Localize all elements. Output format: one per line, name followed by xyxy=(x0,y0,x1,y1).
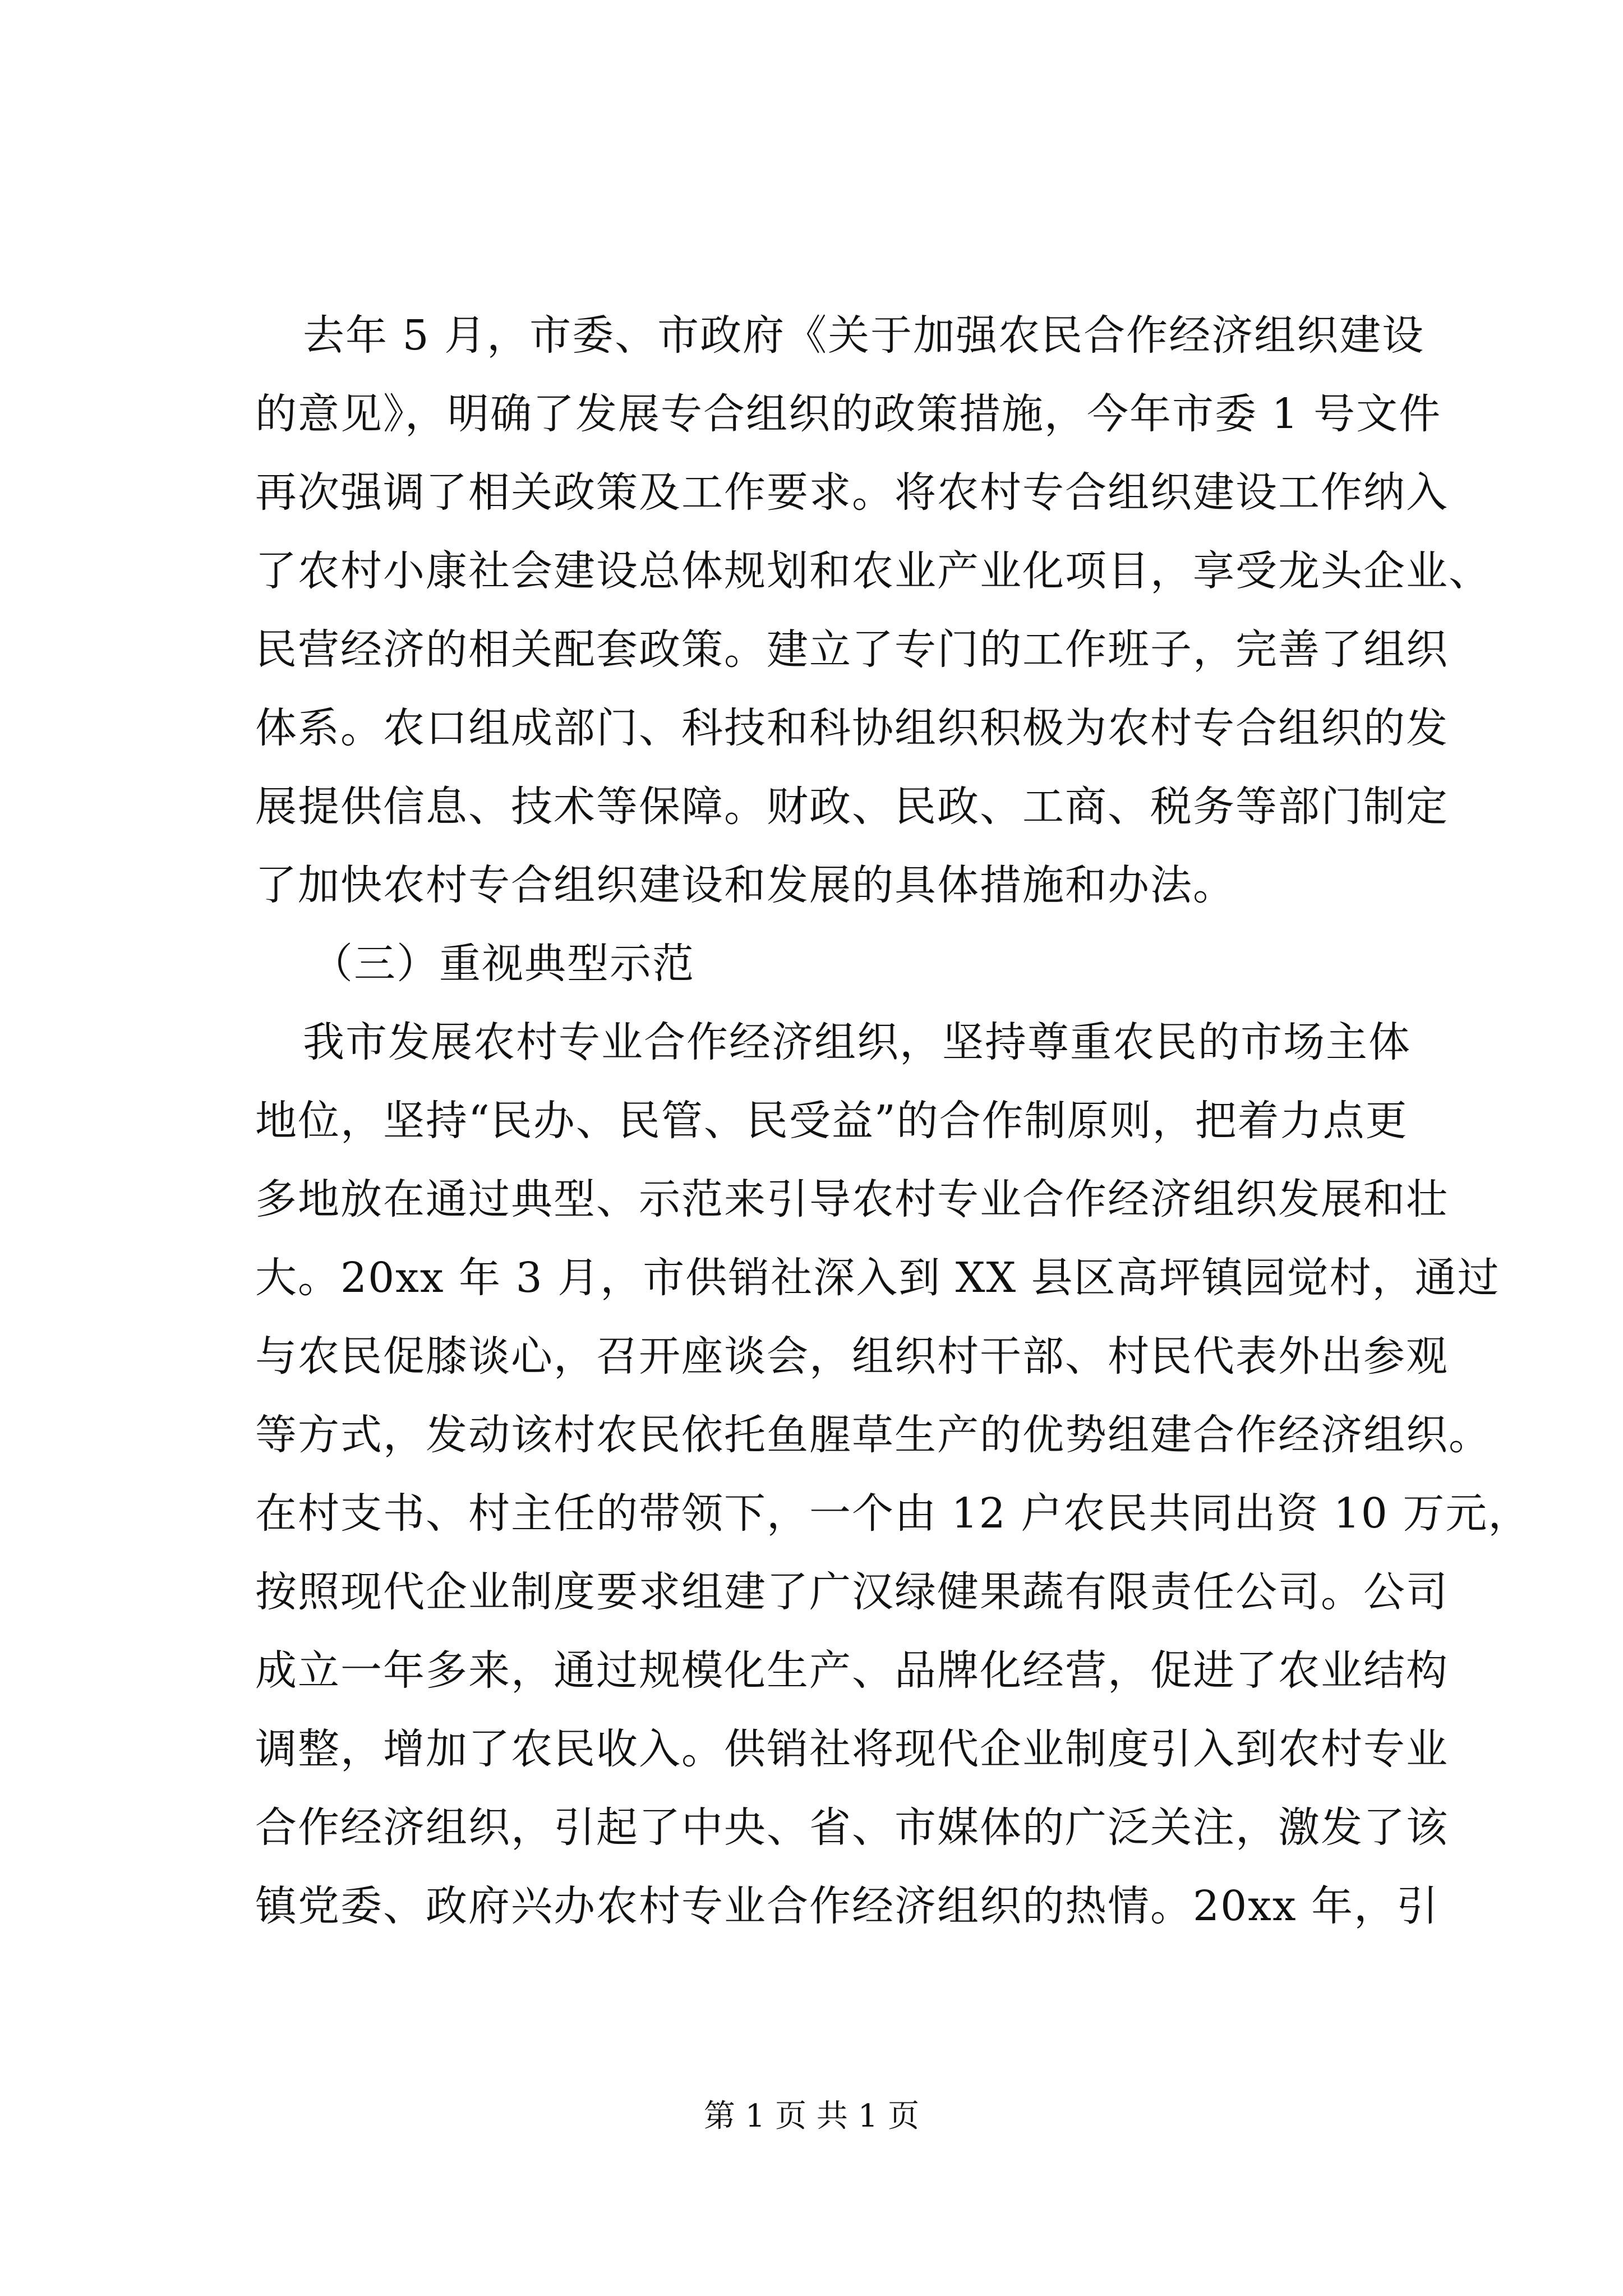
paragraph-2-line-4: 大。20xx 年 3 月，市供销社深入到 XX 县区高坪镇园觉村，通过 xyxy=(255,1254,1500,1302)
paragraph-1-line-7: 展提供信息、技术等保障。财政、民政、工商、税务等部门制定 xyxy=(255,783,1449,831)
paragraph-1-line-1: 去年 5 月，市委、市政府《关于加强农民合作经济组织建设 xyxy=(303,311,1425,360)
paragraph-1-line-3: 再次强调了相关政策及工作要求。将农村专合组织建设工作纳入 xyxy=(255,468,1449,517)
paragraph-1-line-8: 了加快农村专合组织建设和发展的具体措施和办法。 xyxy=(255,861,1235,909)
paragraph-2-line-9: 成立一年多来，通过规模化生产、品牌化经营，促进了农业结构 xyxy=(255,1646,1449,1695)
paragraph-2-line-6: 等方式，发动该村农民依托鱼腥草生产的优势组建合作经济组织。 xyxy=(255,1411,1491,1459)
page-number-footer: 第 1 页 共 1 页 xyxy=(703,2098,920,2134)
paragraph-2-line-12: 镇党委、政府兴办农村专业合作经济组织的热情。20xx 年，引 xyxy=(255,1882,1440,1930)
paragraph-2-line-3: 多地放在通过典型、示范来引导农村专业合作经济组织发展和壮 xyxy=(255,1175,1449,1223)
section-heading: （三）重视典型示范 xyxy=(311,940,695,988)
paragraph-1-line-6: 体系。农口组成部门、科技和科协组织积极为农村专合组织的发 xyxy=(255,704,1449,752)
paragraph-1-line-5: 民营经济的相关配套政策。建立了专门的工作班子，完善了组织 xyxy=(255,625,1449,674)
paragraph-2-line-5: 与农民促膝谈心，召开座谈会，组织村干部、村民代表外出参观 xyxy=(255,1332,1449,1381)
paragraph-2-line-8: 按照现代企业制度要求组建了广汉绿健果蔬有限责任公司。公司 xyxy=(255,1568,1449,1616)
paragraph-2-line-7: 在村支书、村主任的带领下，一个由 12 户农民共同出资 10 万元， xyxy=(255,1489,1531,1538)
paragraph-2-line-1: 我市发展农村专业合作经济组织，坚持尊重农民的市场主体 xyxy=(303,1018,1411,1066)
paragraph-2-line-10: 调整，增加了农民收入。供销社将现代企业制度引入到农村专业 xyxy=(255,1725,1449,1773)
paragraph-1-line-2: 的意见》，明确了发展专合组织的政策措施，今年市委 1 号文件 xyxy=(255,390,1442,438)
paragraph-1-line-4: 了农村小康社会建设总体规划和农业产业化项目，享受龙头企业、 xyxy=(255,547,1491,595)
paragraph-2-line-2: 地位，坚持“民办、民管、民受益”的合作制原则，把着力点更 xyxy=(255,1097,1408,1145)
paragraph-2-line-11: 合作经济组织，引起了中央、省、市媒体的广泛关注，激发了该 xyxy=(255,1803,1449,1852)
